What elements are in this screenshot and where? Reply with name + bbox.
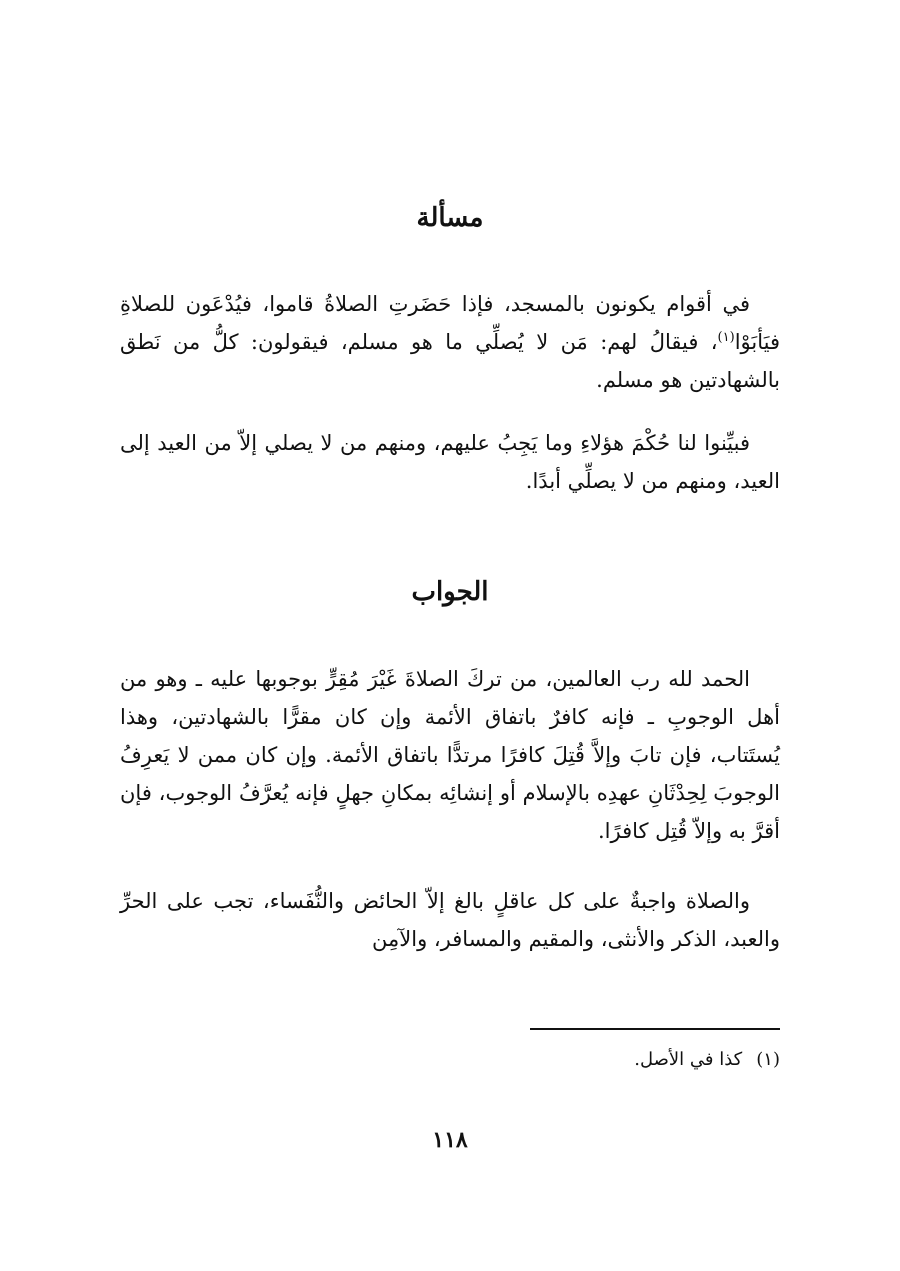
answer-paragraph-2: والصلاة واجبةٌ على كل عاقلٍ بالغ إلاّ الحائض والنُّفَساء، تجب على الحرِّ والعبد، الذكر والأنثى، والمقيم والمسافر، والآمِن xyxy=(120,889,780,951)
book-page xyxy=(120,0,780,1271)
question-text-part-1: في أقوام يكونون بالمسجد، فإذا حَضَرتِ الصلاةُ قاموا، فيُدْعَون للصلاةِ فيَأبَوْا xyxy=(120,292,780,354)
question-paragraph-1 xyxy=(120,285,780,399)
page-number: ١١٨ xyxy=(432,1127,468,1153)
answer-paragraph-1: الحمد لله رب العالمين، من تركَ الصلاةَ غَيْرَ مُقِرٍّ بوجوبها عليه ـ وهو من أهل الوجوبِ ـ فإنه كافرٌ باتفاق الأئمة وإن كان مقرًّا بالشهادتين، وهذا يُستَتاب، فإن تابَ وإلاَّ قُتِلَ كافرًا مرتدًّا باتفاق الأئمة. وإن كان ممن لا يَعرِفُ الوجوبَ لِحِدْثَانِ عهدِه بالإسلام أو إنشائِه بمكانِ جهلٍ فإنه يُعرَّفُ الوجوب، فإن أقرَّ به وإلاّ قُتِل كافرًا. xyxy=(120,667,780,843)
question-paragraph-2: فبيِّنوا لنا حُكْمَ هؤلاءِ وما يَجِبُ عليهم، ومنهم من لا يصلي إلاّ من العيد إلى العيد، ومنهم من لا يصلِّي أبدًا. xyxy=(120,431,780,493)
answer-heading: الجواب xyxy=(411,577,489,607)
question-text-part-2: ، فيقالُ لهم: مَن لا يُصلِّي ما هو مسلم، فيقولون: كلُّ من نَطق بالشهادتين هو مسلم. xyxy=(120,330,780,392)
footnote-number: (١) xyxy=(756,1049,780,1070)
footnote-text: كذا في الأصل. xyxy=(634,1049,743,1070)
footnote-divider xyxy=(530,1028,780,1030)
footnote-reference: (١) xyxy=(717,330,735,345)
question-heading: مسألة xyxy=(416,203,484,233)
footnote xyxy=(120,1046,780,1074)
